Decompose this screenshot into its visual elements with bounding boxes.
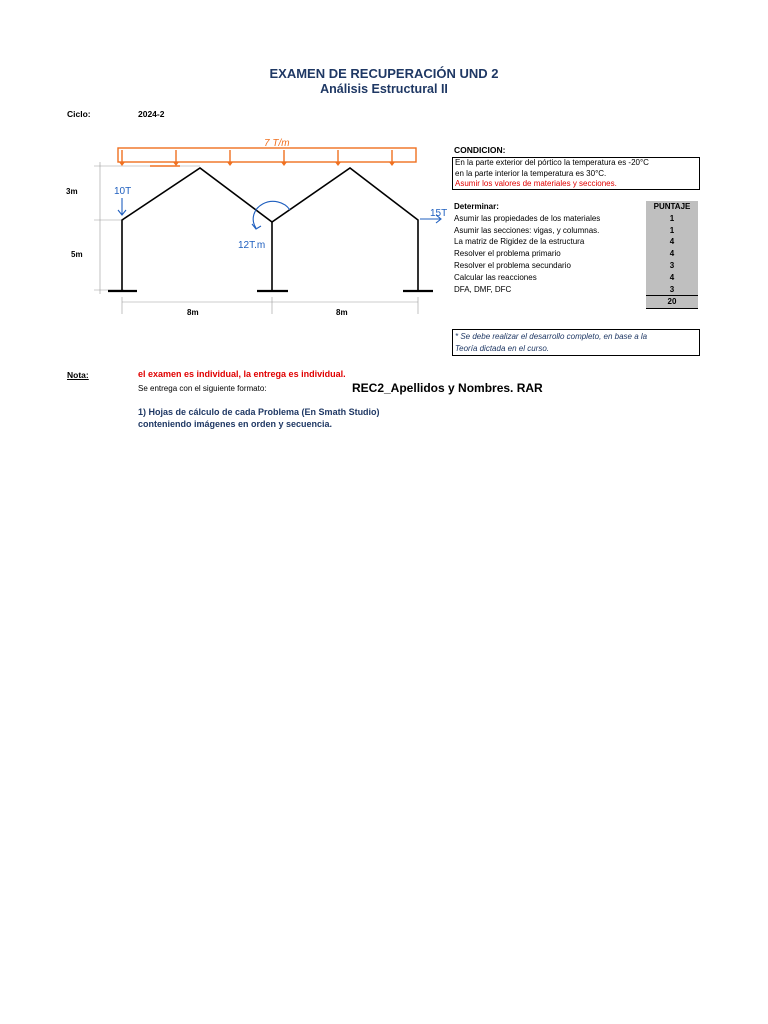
task-label: Resolver el problema primario xyxy=(454,249,561,259)
tasks-table xyxy=(452,201,698,309)
condition-heading: CONDICION: xyxy=(454,145,506,155)
point-load-right-label: 15T xyxy=(430,208,448,219)
task-label: Asumir las secciones: vigas, y columnas. xyxy=(454,225,600,235)
table-row xyxy=(452,272,698,284)
table-row xyxy=(452,260,698,272)
span-right-label: 8m xyxy=(336,308,348,317)
format-label: Se entrega con el siguiente formato: xyxy=(138,384,267,393)
dimension-guides xyxy=(94,162,418,314)
task-points: 1 xyxy=(646,225,698,237)
task-points: 3 xyxy=(646,284,698,296)
development-note-box xyxy=(452,329,700,356)
tasks-header-row xyxy=(452,201,698,213)
cycle-label: Ciclo: xyxy=(67,109,91,119)
task-label: La matriz de Rigidez de la estructura xyxy=(454,237,585,247)
task-points: 4 xyxy=(646,272,698,284)
total-row xyxy=(452,296,698,309)
total-points: 20 xyxy=(646,296,698,309)
task-points: 1 xyxy=(646,213,698,225)
distributed-load xyxy=(118,148,416,166)
task-points: 4 xyxy=(646,236,698,248)
nota-label: Nota: xyxy=(67,370,89,380)
deliverable-item-1: 1) Hojas de cálculo de cada Problema (En Smath Studio) xyxy=(138,407,380,417)
moment-label: 12T.m xyxy=(238,240,266,251)
span-left-label: 8m xyxy=(187,308,199,317)
condition-line-2: en la parte interior la temperatura es 30°C. xyxy=(455,168,607,178)
task-points: 4 xyxy=(646,248,698,260)
task-label: Calcular las reacciones xyxy=(454,272,537,282)
table-row xyxy=(452,248,698,260)
tasks-heading: Determinar: xyxy=(454,202,499,211)
point-load-left-label: 10T xyxy=(114,186,132,197)
task-points: 3 xyxy=(646,260,698,272)
height-bottom-label: 5m xyxy=(71,250,83,259)
exam-title: EXAMEN DE RECUPERACIÓN UND 2 xyxy=(269,66,499,81)
nota-text: el examen es individual, la entrega es individual. xyxy=(138,369,346,379)
note-line-1: * Se debe realizar el desarrollo completo, en base a la xyxy=(455,332,648,341)
moment-arrow xyxy=(252,201,290,229)
task-label: Asumir las propiedades de los materiales xyxy=(454,213,601,223)
cycle-value: 2024-2 xyxy=(138,109,165,119)
condition-line-1: En la parte exterior del pórtico la temperatura es -20°C xyxy=(455,158,649,167)
table-row xyxy=(452,236,698,248)
task-label: DFA, DMF, DFC xyxy=(454,284,512,294)
height-top-label: 3m xyxy=(66,187,78,196)
table-row xyxy=(452,225,698,237)
distributed-load-label: 7 T/m xyxy=(264,138,290,149)
point-load-left xyxy=(118,198,126,215)
note-line-2: Teoría dictada en el curso. xyxy=(455,344,549,353)
course-subtitle: Análisis Estructural II xyxy=(320,82,448,96)
table-row xyxy=(452,284,698,296)
frame-diagram xyxy=(0,130,450,325)
task-label: Resolver el problema secundario xyxy=(454,260,571,270)
condition-box xyxy=(452,157,700,190)
format-value: REC2_Apellidos y Nombres. RAR xyxy=(352,381,543,395)
table-row xyxy=(452,213,698,225)
points-heading: PUNTAJE xyxy=(646,201,698,213)
frame-members xyxy=(122,168,418,290)
deliverable-item-2: conteniendo imágenes en orden y secuencia. xyxy=(138,419,333,429)
condition-line-3: Asumir los valores de materiales y secciones. xyxy=(455,179,617,188)
